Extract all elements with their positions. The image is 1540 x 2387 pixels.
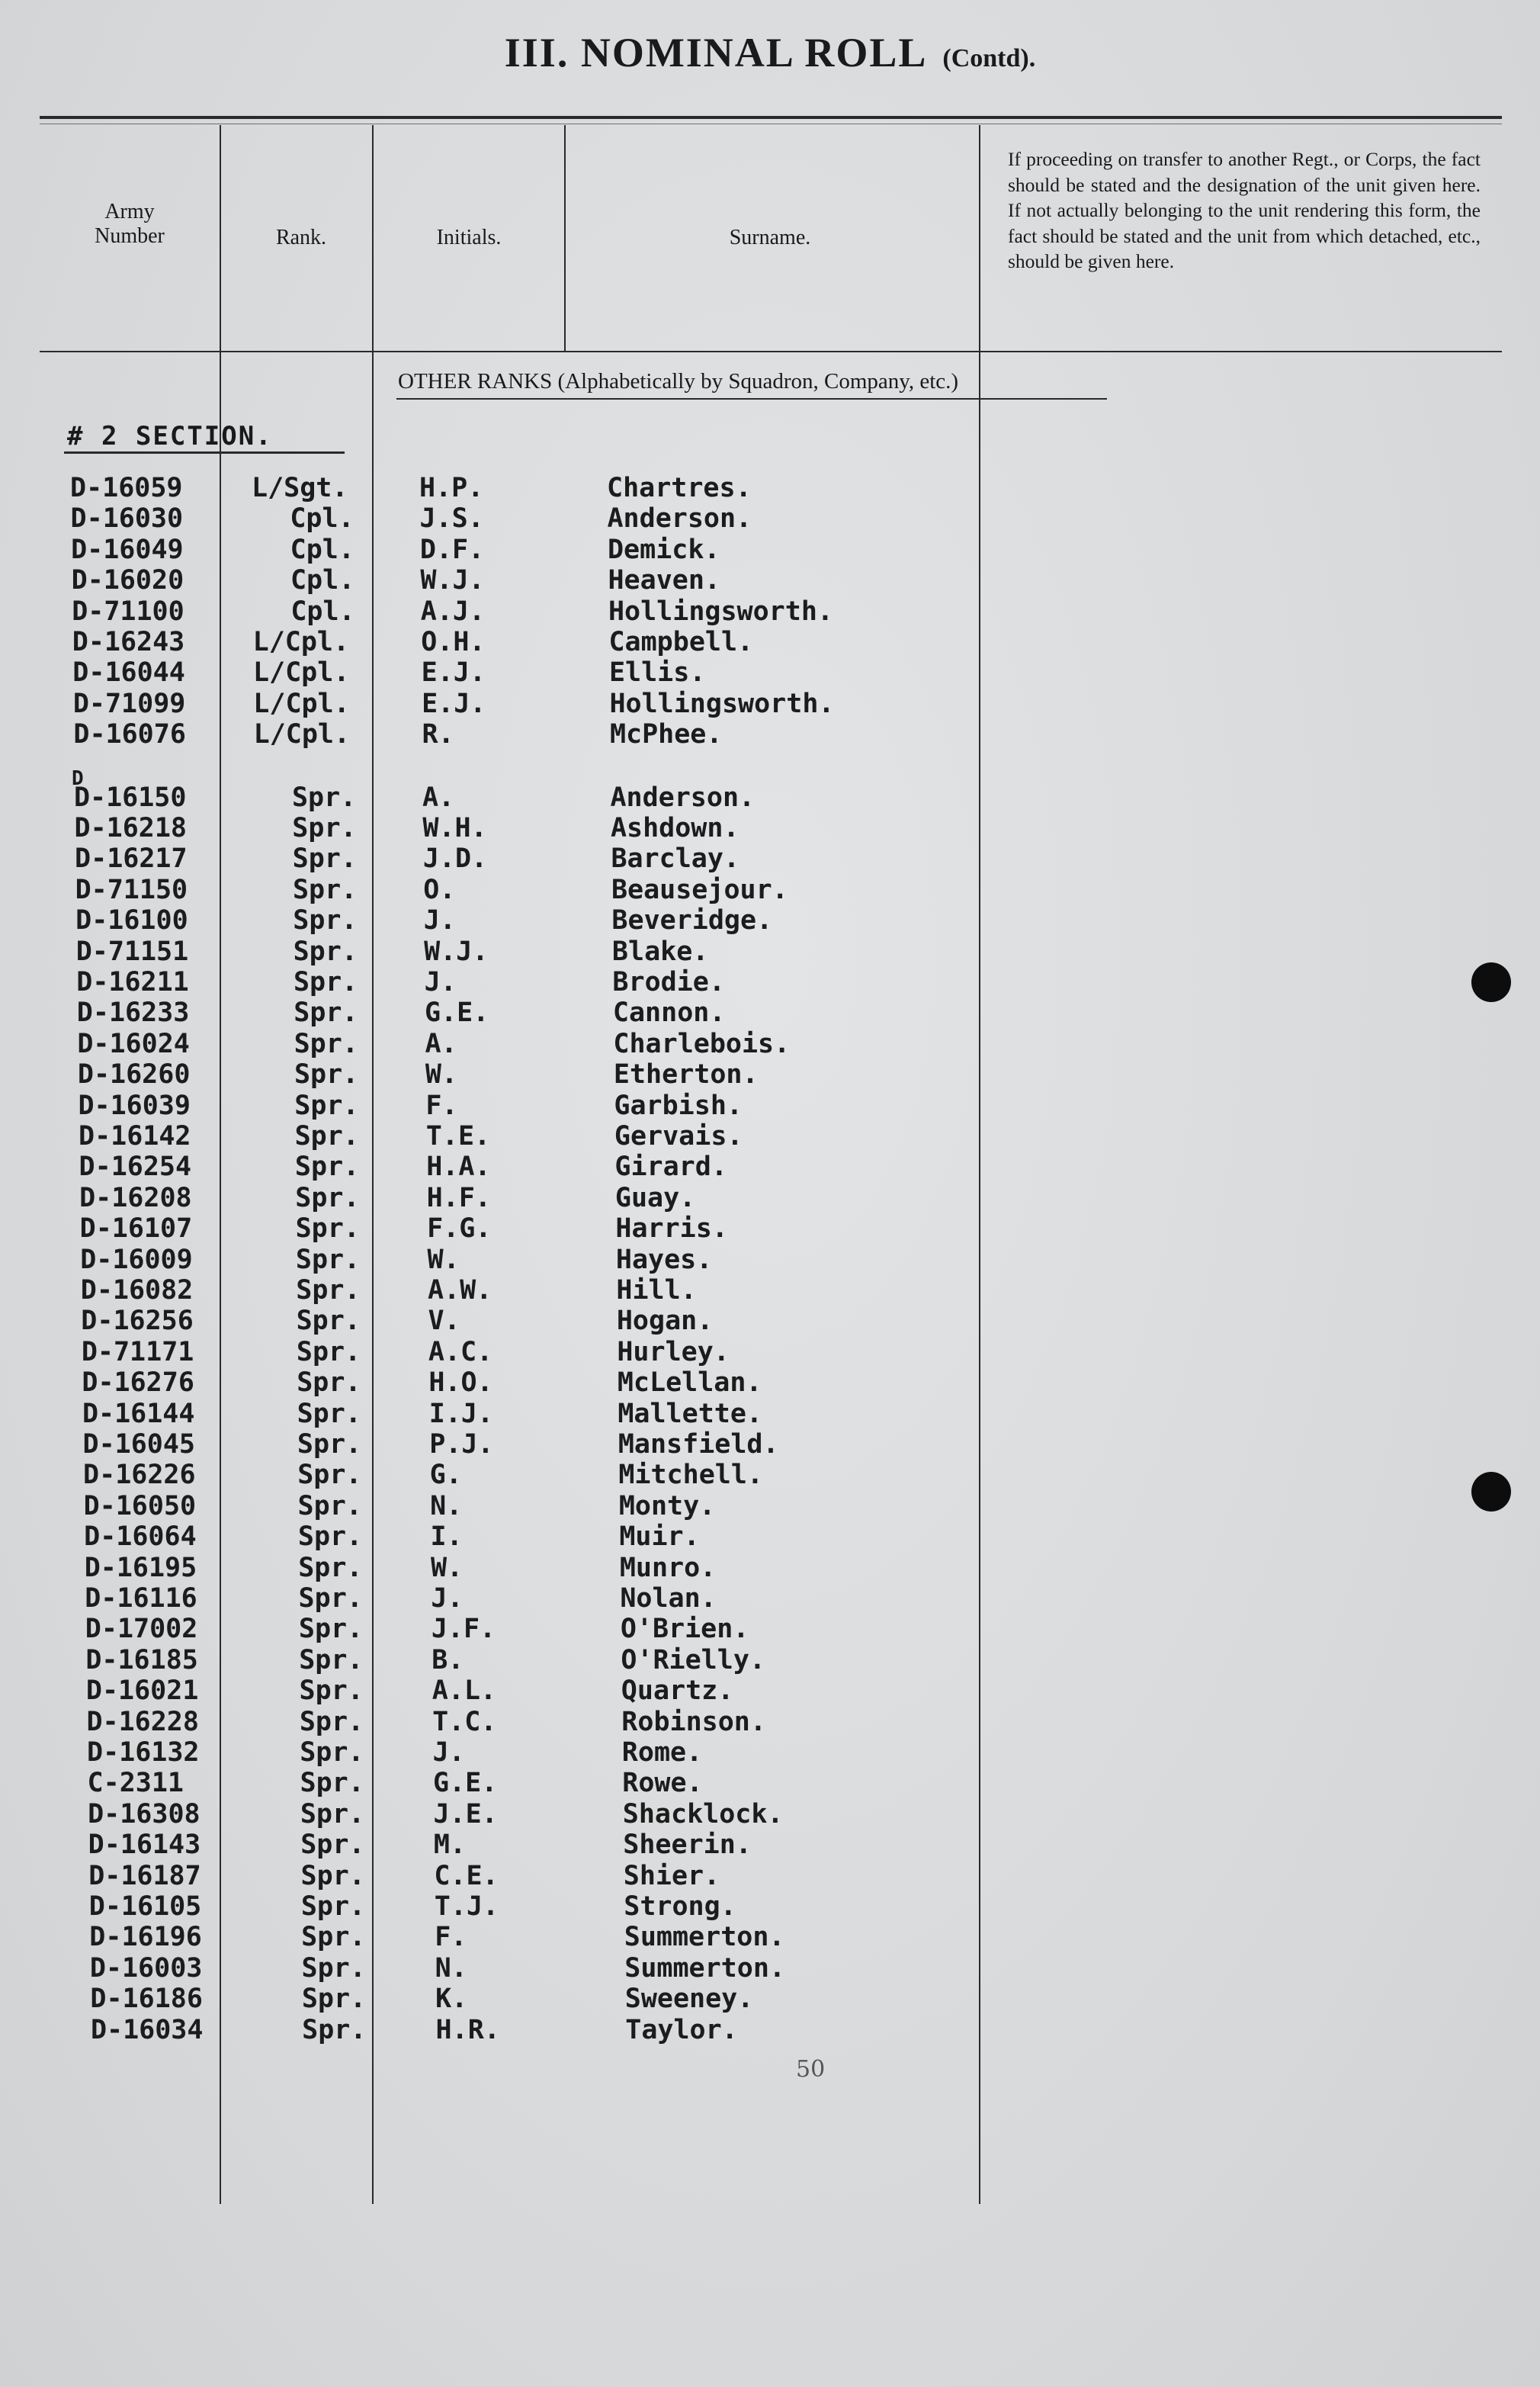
initials: V. bbox=[428, 1306, 460, 1337]
table-row bbox=[0, 875, 1540, 905]
surname: Anderson. bbox=[610, 782, 756, 813]
table-row bbox=[0, 1429, 1540, 1460]
initials: W.H. bbox=[422, 813, 487, 843]
army-number: D-16116 bbox=[85, 1583, 197, 1614]
army-number: D-16059 bbox=[70, 473, 183, 503]
initials: T.C. bbox=[432, 1706, 497, 1737]
army-number: D-16100 bbox=[75, 905, 188, 936]
army-number: D-16256 bbox=[81, 1306, 194, 1337]
table-row bbox=[0, 1799, 1540, 1830]
rank: Cpl. bbox=[290, 534, 355, 565]
initials: O.H. bbox=[421, 627, 486, 657]
army-number: D-16034 bbox=[90, 2014, 204, 2045]
initials: P.J. bbox=[429, 1429, 494, 1460]
army-number: D-16243 bbox=[72, 627, 185, 657]
table-row bbox=[0, 843, 1540, 874]
initials: G.E. bbox=[425, 998, 489, 1029]
initials: J. bbox=[431, 1583, 464, 1614]
surname: Shier. bbox=[623, 1860, 720, 1891]
army-number: D-16211 bbox=[76, 967, 189, 998]
rank: Spr. bbox=[291, 782, 357, 813]
rank: Spr. bbox=[297, 1521, 363, 1553]
rank: Spr. bbox=[295, 1213, 360, 1245]
army-number: D-16076 bbox=[73, 719, 186, 750]
table-row bbox=[0, 1583, 1540, 1614]
header-surname: Surname. bbox=[729, 226, 811, 249]
rank: L/Cpl. bbox=[252, 657, 350, 689]
rank: Spr. bbox=[293, 905, 358, 936]
rank: Spr. bbox=[294, 998, 358, 1029]
army-number: D-16226 bbox=[83, 1460, 196, 1491]
army-number: D-16308 bbox=[88, 1798, 201, 1830]
initials: T.E. bbox=[425, 1121, 491, 1152]
page-title bbox=[0, 29, 1540, 76]
initials: J.F. bbox=[431, 1614, 496, 1645]
table-row bbox=[0, 1737, 1540, 1768]
surname: Summerton. bbox=[624, 1922, 785, 1953]
table-row bbox=[0, 1768, 1540, 1798]
table-row bbox=[0, 1953, 1540, 1984]
initials: H.F. bbox=[426, 1182, 491, 1213]
rank: Cpl. bbox=[290, 596, 355, 627]
table-row bbox=[0, 689, 1540, 719]
initials: W.J. bbox=[420, 565, 485, 596]
rank: Spr. bbox=[297, 1398, 361, 1429]
surname: Cannon. bbox=[612, 998, 726, 1029]
table-row bbox=[0, 535, 1540, 565]
surname: Hurley. bbox=[617, 1336, 730, 1367]
section-heading: # 2 SECTION. bbox=[67, 421, 273, 451]
army-number: D-16143 bbox=[88, 1830, 201, 1861]
rank: Cpl. bbox=[290, 565, 355, 596]
initials: G.E. bbox=[433, 1768, 498, 1799]
initials: J.S. bbox=[419, 503, 484, 535]
punch-hole-upper bbox=[1471, 962, 1511, 1002]
initials: H.O. bbox=[428, 1367, 493, 1399]
surname: Garbish. bbox=[614, 1090, 743, 1121]
army-number: D-71151 bbox=[75, 936, 189, 967]
rank: Spr. bbox=[300, 1737, 364, 1768]
rank: Cpl. bbox=[290, 503, 355, 535]
table-row bbox=[0, 813, 1540, 843]
initials: I.J. bbox=[428, 1398, 494, 1429]
army-number: C-2311 bbox=[87, 1768, 184, 1799]
initials: N. bbox=[430, 1490, 463, 1521]
rank: L/Cpl. bbox=[253, 719, 351, 750]
surname: Charlebois. bbox=[613, 1028, 791, 1059]
army-number: D-16021 bbox=[85, 1675, 199, 1707]
initials: W. bbox=[430, 1552, 464, 1583]
rank: Spr. bbox=[294, 1059, 359, 1091]
army-number: D-16045 bbox=[82, 1429, 196, 1460]
army-number: D-16082 bbox=[80, 1275, 194, 1306]
surname: Strong. bbox=[624, 1891, 736, 1922]
surname: Blake. bbox=[611, 936, 709, 967]
surname: O'Rielly. bbox=[621, 1644, 765, 1675]
table-row bbox=[0, 1306, 1540, 1336]
rank: L/Cpl. bbox=[253, 688, 350, 719]
initials: A.J. bbox=[420, 596, 486, 627]
rank: Spr. bbox=[301, 1984, 367, 2015]
table-row bbox=[0, 1460, 1540, 1490]
table-row bbox=[0, 1645, 1540, 1675]
initials: I. bbox=[430, 1521, 463, 1553]
army-number: D-16218 bbox=[74, 813, 188, 843]
table-row bbox=[0, 1091, 1540, 1121]
surname: Rowe. bbox=[622, 1768, 703, 1799]
rank: Spr. bbox=[294, 1028, 358, 1059]
other-ranks-underline bbox=[396, 398, 1107, 400]
army-number: D-16105 bbox=[88, 1891, 202, 1922]
army-number: D-16150 bbox=[73, 782, 187, 813]
header-transfer-note: If proceeding on transfer to another Regt., or Corps, the fact should be stated and the designation of the unit given here. If not actually belonging to the unit rendering this form, the fact should be stated and the unit from which detached, etc., should be given here. bbox=[1008, 148, 1481, 272]
army-number: D-16186 bbox=[90, 1984, 203, 2015]
surname: Girard. bbox=[614, 1152, 727, 1183]
table-row bbox=[0, 905, 1540, 936]
surname: Guay. bbox=[614, 1182, 696, 1213]
rank: Spr. bbox=[299, 1675, 364, 1707]
initials: F.G. bbox=[427, 1213, 492, 1245]
column-divider-3 bbox=[564, 125, 566, 351]
surname: Ellis. bbox=[608, 657, 706, 689]
page-number: 50 bbox=[796, 2056, 826, 2083]
rank: Spr. bbox=[299, 1644, 364, 1675]
army-number: D-16064 bbox=[84, 1521, 197, 1553]
army-number: D-16276 bbox=[82, 1367, 194, 1399]
initials: M. bbox=[433, 1830, 467, 1861]
table-row bbox=[0, 719, 1540, 750]
initials: J.E. bbox=[433, 1798, 498, 1830]
surname: Brodie. bbox=[612, 967, 725, 998]
initials: J.D. bbox=[422, 843, 488, 875]
army-number: D-16196 bbox=[89, 1922, 202, 1953]
army-number: D-16044 bbox=[72, 657, 185, 689]
rank: Spr. bbox=[297, 1429, 362, 1460]
table-row bbox=[0, 503, 1540, 534]
surname: Shacklock. bbox=[622, 1798, 784, 1830]
header-bottom-rule bbox=[40, 351, 1502, 352]
rank: Spr. bbox=[301, 1952, 366, 1984]
rank: Spr. bbox=[295, 1182, 360, 1213]
surname: Hogan. bbox=[616, 1306, 714, 1337]
army-number: D-16030 bbox=[70, 503, 184, 535]
initials: F. bbox=[435, 1922, 467, 1953]
initials: A.C. bbox=[428, 1336, 493, 1367]
rank: Spr. bbox=[298, 1552, 363, 1583]
surname: Nolan. bbox=[620, 1583, 717, 1614]
table-row bbox=[0, 1059, 1540, 1090]
surname: Mitchell. bbox=[618, 1460, 763, 1491]
army-number: D-71100 bbox=[72, 596, 184, 627]
table-row bbox=[0, 1367, 1540, 1398]
initials: H.A. bbox=[426, 1152, 491, 1183]
surname: Monty. bbox=[618, 1490, 716, 1521]
rank: Spr. bbox=[296, 1336, 361, 1367]
army-number: D-71171 bbox=[81, 1336, 194, 1367]
rank: L/Sgt. bbox=[252, 473, 348, 503]
surname: Hollingsworth. bbox=[609, 688, 835, 719]
rank: L/Cpl. bbox=[252, 627, 350, 657]
surname: Taylor. bbox=[625, 2014, 738, 2045]
rank: Spr. bbox=[297, 1367, 361, 1399]
rank: Spr. bbox=[298, 1583, 363, 1614]
initials: W. bbox=[427, 1244, 460, 1275]
rank: Spr. bbox=[298, 1614, 364, 1645]
army-number: D-16142 bbox=[79, 1121, 191, 1152]
army-number: D-16132 bbox=[87, 1737, 200, 1768]
table-row bbox=[0, 1029, 1540, 1059]
initials: H.R. bbox=[435, 2014, 500, 2045]
initials: A.L. bbox=[432, 1675, 497, 1707]
surname: Sheerin. bbox=[623, 1830, 752, 1861]
surname: O'Brien. bbox=[620, 1614, 749, 1645]
initials: T.J. bbox=[434, 1891, 499, 1922]
rank: Spr. bbox=[294, 1152, 360, 1183]
army-number: D-16228 bbox=[86, 1706, 199, 1737]
army-number: D-16144 bbox=[82, 1398, 195, 1429]
table-row bbox=[0, 2015, 1540, 2045]
surname: Hollingsworth. bbox=[608, 596, 833, 627]
surname: Beveridge. bbox=[611, 905, 773, 936]
rank: Spr. bbox=[299, 1706, 364, 1737]
initials: J. bbox=[432, 1737, 465, 1768]
title-main: III. NOMINAL ROLL bbox=[504, 30, 928, 75]
table-row bbox=[0, 1337, 1540, 1367]
rank: Spr. bbox=[302, 2014, 367, 2045]
initials: K. bbox=[435, 1984, 468, 2015]
army-number: D-16195 bbox=[84, 1552, 197, 1583]
surname: Mallette. bbox=[618, 1398, 762, 1429]
table-row bbox=[0, 967, 1540, 998]
army-number: D-16009 bbox=[80, 1244, 193, 1275]
surname: Heaven. bbox=[608, 565, 720, 596]
army-number: D-16208 bbox=[79, 1182, 192, 1213]
initials: E.J. bbox=[421, 657, 486, 689]
header-army-number: Army Number bbox=[95, 200, 165, 248]
stray-mark: D bbox=[72, 767, 84, 790]
initials: A.W. bbox=[428, 1275, 492, 1306]
rank: Spr. bbox=[296, 1275, 361, 1306]
initials: W. bbox=[425, 1059, 458, 1091]
rank: Spr. bbox=[300, 1891, 366, 1922]
rank: Spr. bbox=[300, 1798, 365, 1830]
army-number: D-16233 bbox=[76, 998, 190, 1029]
surname: McPhee. bbox=[609, 719, 723, 750]
rank: Spr. bbox=[293, 936, 358, 967]
rank: Spr. bbox=[297, 1490, 362, 1521]
army-number: D-16107 bbox=[79, 1213, 193, 1245]
initials: A. bbox=[422, 782, 455, 813]
other-ranks-heading: OTHER RANKS (Alphabetically by Squadron, Company, etc.) bbox=[398, 369, 959, 394]
initials: N. bbox=[435, 1952, 467, 1984]
rank: Spr. bbox=[293, 967, 358, 998]
table-row bbox=[0, 627, 1540, 657]
surname: Rome. bbox=[621, 1737, 703, 1768]
top-rule bbox=[40, 116, 1502, 119]
table-row bbox=[0, 1183, 1540, 1213]
header-rank: Rank. bbox=[275, 226, 327, 249]
table-row bbox=[0, 936, 1540, 967]
initials: W.J. bbox=[424, 936, 489, 967]
table-row bbox=[0, 1553, 1540, 1583]
table-row bbox=[0, 1399, 1540, 1429]
table-row bbox=[0, 1245, 1540, 1275]
rank: Spr. bbox=[294, 1121, 359, 1152]
initials: F. bbox=[425, 1090, 458, 1121]
rank: Spr. bbox=[300, 1830, 365, 1861]
surname: Chartres. bbox=[607, 473, 752, 503]
initials: G. bbox=[429, 1460, 462, 1491]
table-row bbox=[0, 1984, 1540, 2014]
surname: Summerton. bbox=[624, 1952, 785, 1984]
table-row bbox=[0, 565, 1540, 596]
army-number: D-16217 bbox=[75, 843, 188, 875]
table-row bbox=[0, 782, 1540, 813]
table-row bbox=[0, 1861, 1540, 1891]
army-number: D-16187 bbox=[88, 1860, 201, 1891]
initials: J. bbox=[424, 967, 457, 998]
surname: McLellan. bbox=[617, 1367, 762, 1399]
table-row bbox=[0, 1707, 1540, 1737]
initials: H.P. bbox=[419, 473, 484, 503]
table-row bbox=[0, 1521, 1540, 1552]
table-row bbox=[0, 1121, 1540, 1152]
surname: Robinson. bbox=[621, 1706, 766, 1737]
surname: Campbell. bbox=[608, 627, 754, 657]
army-number: D-16260 bbox=[77, 1059, 191, 1091]
initials: C.E. bbox=[434, 1860, 499, 1891]
table-row bbox=[0, 1830, 1540, 1860]
army-number: D-16020 bbox=[71, 565, 184, 596]
rank: Spr. bbox=[295, 1244, 361, 1275]
initials: R. bbox=[422, 719, 454, 750]
table-row bbox=[0, 998, 1540, 1028]
surname: Hill. bbox=[616, 1275, 697, 1306]
surname: Hayes. bbox=[615, 1244, 713, 1275]
surname: Harris. bbox=[615, 1213, 728, 1245]
rank: Spr. bbox=[292, 843, 357, 875]
army-number: D-16003 bbox=[89, 1952, 203, 1984]
surname: Munro. bbox=[619, 1552, 717, 1583]
surname: Mansfield. bbox=[618, 1429, 779, 1460]
rank: Spr. bbox=[292, 874, 358, 905]
surname: Muir. bbox=[619, 1521, 700, 1553]
army-number: D-16039 bbox=[78, 1090, 191, 1121]
surname: Gervais. bbox=[614, 1121, 743, 1152]
surname: Sweeney. bbox=[624, 1984, 754, 2015]
table-row bbox=[0, 1922, 1540, 1952]
initials: B. bbox=[432, 1644, 464, 1675]
initials: E.J. bbox=[422, 688, 486, 719]
rank: Spr. bbox=[301, 1922, 366, 1953]
rank: Spr. bbox=[296, 1306, 361, 1337]
table-row bbox=[0, 473, 1540, 503]
army-number: D-17002 bbox=[85, 1614, 198, 1645]
army-number: D-16254 bbox=[79, 1152, 192, 1183]
surname: Ashdown. bbox=[610, 813, 740, 843]
table-row bbox=[0, 1213, 1540, 1244]
header-initials: Initials. bbox=[436, 226, 502, 249]
surname: Etherton. bbox=[613, 1059, 759, 1091]
table-row bbox=[0, 1614, 1540, 1644]
initials: O. bbox=[423, 874, 456, 905]
rank: Spr. bbox=[294, 1090, 359, 1121]
table-row bbox=[0, 657, 1540, 688]
army-number: D-16185 bbox=[85, 1644, 198, 1675]
table-row bbox=[0, 1891, 1540, 1922]
army-number: D-71099 bbox=[72, 688, 186, 719]
army-number: D-16024 bbox=[77, 1028, 190, 1059]
punch-hole-lower bbox=[1471, 1472, 1511, 1512]
rank: Spr. bbox=[297, 1460, 362, 1491]
rank: Spr. bbox=[292, 813, 357, 843]
surname: Demick. bbox=[607, 534, 720, 565]
surname: Barclay. bbox=[611, 843, 740, 875]
surname: Quartz. bbox=[621, 1675, 734, 1707]
table-row bbox=[0, 596, 1540, 627]
army-number: D-16049 bbox=[71, 534, 184, 565]
section-underline bbox=[64, 451, 345, 454]
initials: D.F. bbox=[419, 534, 485, 565]
table-row bbox=[0, 1491, 1540, 1521]
rank: Spr. bbox=[300, 1860, 365, 1891]
initials: A. bbox=[425, 1028, 457, 1059]
surname: Anderson. bbox=[607, 503, 752, 535]
table-row bbox=[0, 1675, 1540, 1706]
table-row bbox=[0, 1152, 1540, 1182]
army-number: D-16050 bbox=[83, 1490, 197, 1521]
surname: Beausejour. bbox=[611, 874, 788, 905]
title-contd: (Contd). bbox=[942, 44, 1036, 72]
initials: J. bbox=[423, 905, 456, 936]
army-number: D-71150 bbox=[75, 874, 188, 905]
rank: Spr. bbox=[300, 1768, 364, 1799]
table-row bbox=[0, 1275, 1540, 1306]
